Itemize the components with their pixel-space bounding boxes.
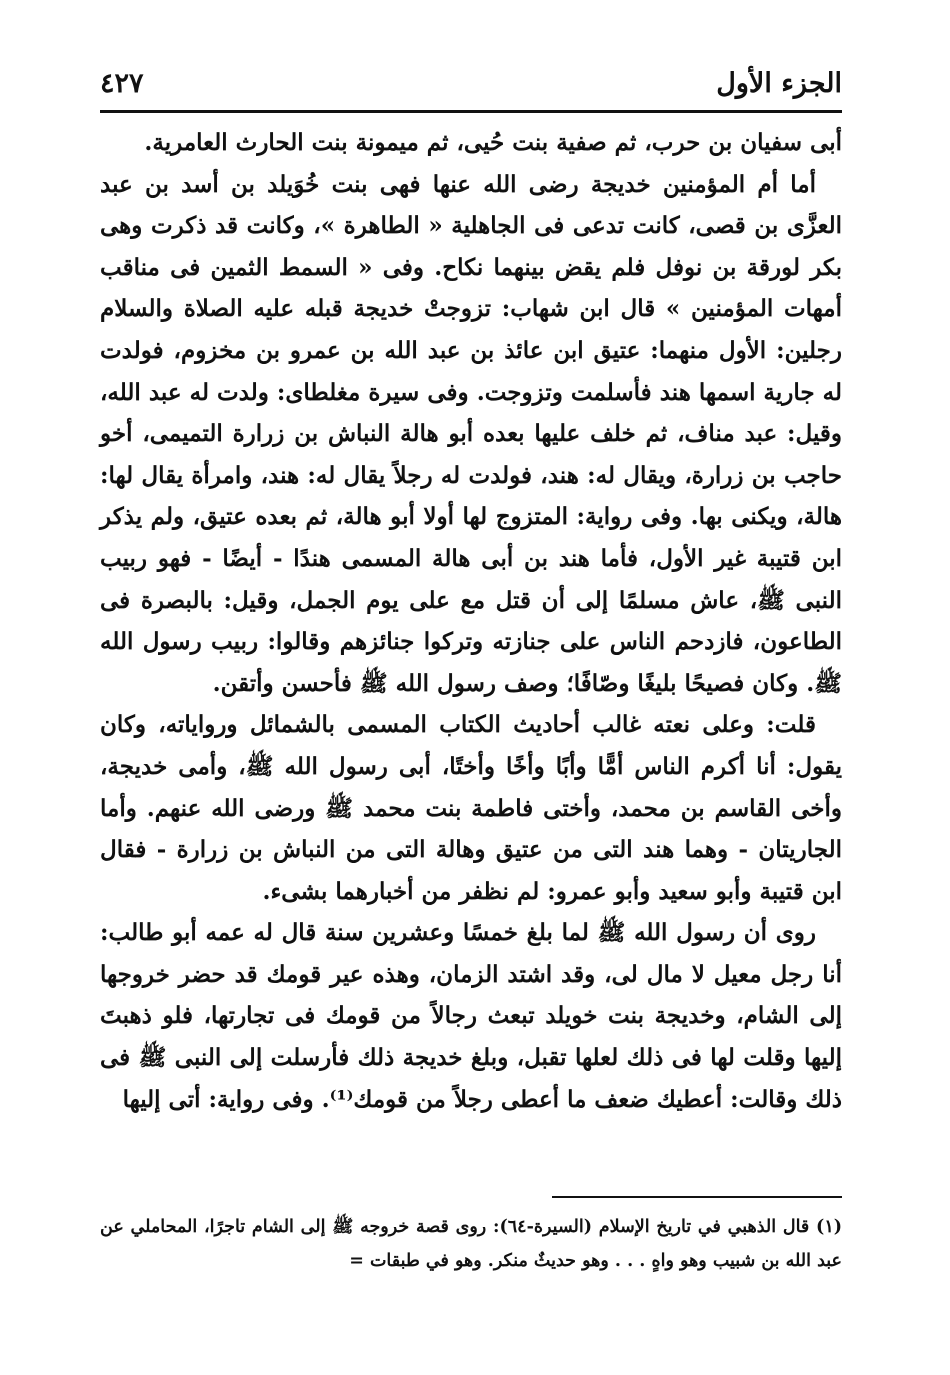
- header-rule: [100, 110, 842, 113]
- running-title: الجزء الأول: [716, 68, 842, 99]
- paragraph: قلت: وعلى نعته غالب أحاديث الكتاب المسمى بالشمائل ورواياته، وكان يقول: أنا أكرم الناس أمًّا وأبًا وأخًا وأختًا، أبى رسول الله ﷺ، وأمى خديجة، وأخى القاسم بن محمد، وأختى فاطمة بنت محمد ﷺ ورضى الله عنهم. وأما الجاريتان - وهما هند التى من عتيق وهالة التى من النباش بن زرارة - فقال ابن قتيبة وأبو سعيد وأبو عمرو: لم نظفر من أخبارهما بشىء.: [100, 711, 842, 905]
- footnote: (١) قال الذهبي في تاريخ الإسلام (السيرة-٦٤): روى قصة خروجه ﷺ إلى الشام تاجرًا، المحاملي عن عبد الله بن شبيب وهو واهٍ . . . وهو حديثٌ منكر. وهو في طبقات =: [100, 1217, 842, 1271]
- running-header: [100, 52, 842, 104]
- page-number: ٤٢٧: [100, 68, 144, 99]
- footnotes: [100, 1210, 842, 1278]
- paragraph: أبى سفيان بن حرب، ثم صفية بنت حُيى، ثم ميمونة بنت الحارث العامرية.: [144, 129, 842, 156]
- paragraph: أما أم المؤمنين خديجة رضى الله عنها فهى بنت خُوَيلد بن أسد بن عبد العزَّى بن قصى، كانت تدعى فى الجاهلية « الطاهرة »، وكانت قد ذكرت وهى بكر لورقة بن نوفل فلم يقض بينهما نكاح. وفى « السمط الثمين فى مناقب أمهات المؤمنين » قال ابن شهاب: تزوجتْ خديجة قبله عليه الصلاة والسلام رجلين: الأول منهما: عتيق ابن عائذ بن عبد الله بن عمرو بن مخزوم، فولدت له جارية اسمها هند فأسلمت وتزوجت. وفى سيرة مغلطاى: ولدت له عبد الله، وقيل: عبد مناف، ثم خلف عليها بعده أبو هالة النباش بن زرارة التميمى، أخو حاجب بن زرارة، ويقال له: هند، فولدت له رجلاً يقال له: هند، وامرأة يقال لها: هالة، ويكنى بها. وفى رواية: المتزوج لها أولا أبو هالة، ثم بعده عتيق، ولم يذكر ابن قتيبة غير الأول، فأما هند بن أبى هالة المسمى هندًا - أيضًا - فهو ربيب النبى ﷺ، عاش مسلمًا إلى أن قتل مع على يوم الجمل، وقيل: بالبصرة فى الطاعون، فازدحم الناس على جنازته وتركوا جنائزهم وقالوا: ربيب رسول الله ﷺ. وكان فصيحًا بليغًا وصّافًا؛ وصف رسول الله ﷺ فأحسن وأتقن.: [100, 170, 842, 697]
- paragraph: روى أن رسول الله ﷺ لما بلغ خمسًا وعشرين سنة قال له عمه أبو طالب: أنا رجل معيل لا مال لى، وقد اشتد الزمان، وهذه عير قومك قد حضر خروجها إلى الشام، وخديجة بنت خويلد تبعث رجالاً من قومك فى تجارتها، فلو ذهبتَ إليها وقلت لها فى ذلك لعلها تقبل، وبلغ خديجة ذلك فأرسلت إلى النبى ﷺ فى ذلك وقالت: أعطيك ضعف ما أعطى رجلاً من قومك⁽¹⁾. وفى رواية: أتى إليها: [100, 919, 842, 1113]
- main-text: [100, 122, 842, 1120]
- footnote-rule: [552, 1196, 842, 1198]
